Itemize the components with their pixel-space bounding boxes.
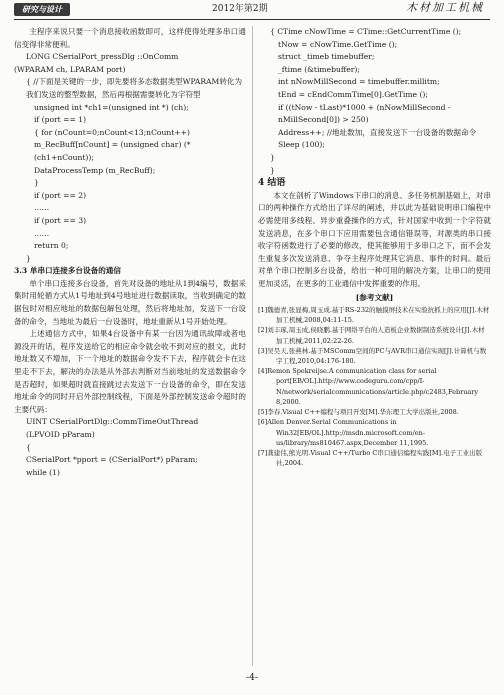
code-line: tEnd = cEndCommTime[0].GetTime (); — [278, 89, 428, 99]
code-line: Sleep (100); — [278, 140, 325, 150]
code-line: int nNowMillSecond = timebuffer.millitm; — [278, 77, 440, 87]
section-heading-4: 4 结语 — [258, 178, 286, 189]
conclusion-paragraph: 本文在剖析了Windows下串口的消息、多任务机制基础上，对串口的两种操作方式给出了详尽的阐述，并以此为基础说明串口编程中必需使用多线程、异步重叠操作的方式，针对国家中收到一个字符就发送消息，在多个串口下应用需要包含通信错误等，对源类的串口接收字符函数进行了必要的修改，使其能够用于多串口之下，而不会发生重复多次发送消息、争夺主程序处理其它消息、事件的时间。最后对单个串口控制多台设备，给出一种可用的解决方案，让串口的使用更加灵活，在更多的工业通信中发挥重要的作用。 — [258, 190, 491, 288]
code-line: } — [270, 165, 275, 175]
reference-item: [5]李春.Visual C++编程与项目开发[M].华东理工大学出版社,2008. — [258, 408, 459, 417]
code-line: { for (nCount=0;nCount<13;nCount++) — [34, 127, 190, 137]
code-line: …… — [34, 228, 50, 238]
code-line: tNow = cNowTime.GetTime (); — [278, 39, 398, 49]
code-line: CSerialPort *pport = (CSerialPort*) pParam; — [26, 455, 198, 465]
section-heading-3-3: 3.3 单串口连接多台设备的通信 — [14, 266, 121, 276]
code-line: while (1) — [26, 467, 60, 477]
body-paragraph: 上述通信方式中，如果4台设备中有某一台因为通讯故障或者电源没开的话，程序发送给它的相应命令就会收不到对应的报文，此时地址数又不增加，下一个地址的数据命令发不下去，程序就会卡在这里走不下去，解决的办法是从外部去判断对当前地址的发送数据命令是否超时，如果超时就直接跳过去发送下一台设备的命令，即在发送地址命令的同时开启外部控制线程，下面是外部控制发送命令超时的主要代码： — [14, 329, 246, 414]
column-divider — [252, 26, 253, 666]
body-paragraph: 单个串口连接多台设备，首先对设备的地址从1到4编号，数据采集时用轮循方式从1号地址到4号地址进行数据读取，当收到确定的数据包时对相应地址的数据包解包处理，然后将地址加，发送下一台设备的命令，当地址为最后一台设备时，地址重新从1号开始处理。 — [14, 278, 246, 326]
intro-paragraph: 主程序来说只要一个消息接收函数即可，这样使得处理多串口通信变得非常便利。 — [14, 27, 246, 49]
reference-item: [3]吴昊天,张燕林.基于MSComm空间的PC与AVR串口通信实现[J].计算机与数字工程,2010,04:176-180. — [258, 346, 487, 366]
right-column — [258, 26, 491, 468]
code-line: _ftime (&timebuffer); — [278, 64, 360, 74]
code-line: if ((tNow - tLast)*1000 + (nNowMillSecond - nMillSecond[0]) > 250) — [278, 102, 451, 125]
page-number: -4- — [246, 673, 258, 684]
references-title: [参考文献] — [355, 293, 394, 303]
references-list — [258, 305, 491, 468]
page-header — [0, 0, 504, 19]
code-line: } — [26, 253, 31, 263]
code-line: { — [26, 442, 31, 452]
journal-name: 木材加工机械 — [406, 1, 484, 14]
code-line: DataProcessTemp (m_RecBuff); — [34, 165, 156, 175]
reference-item: [2]刘丰琢,周玉成,侯晓鹏.基于网络平台的人造板企业数据制造系统设计[J].木材加工机械,2011,02:22-26. — [258, 326, 485, 345]
code-line: unsigned int *ch1=(unsigned int *) (ch); — [34, 102, 189, 112]
code-line: Address++; //地址数加，直接发送下一台设备的数据命令 — [278, 127, 477, 137]
code-line: UINT CSerialPortDlg::CommTimeOutThread — [26, 417, 199, 427]
code-line: struct _timeb timebuffer; — [278, 52, 375, 62]
reference-item: [4]Remon Spekreijse.A communication class for serial port[EB/OL].http://www.codeguru.com/cpp/I-N/network/serialcommunications/article.php/c2483,February 8,2000. — [258, 367, 479, 406]
reference-item: [1]魏德青,张显梅,周玉成.基于RS-232的触摸屏技术在实验抗抓上的应用[J].木材加工机械,2008,04:11-15. — [258, 306, 490, 325]
code-line: m_RecBuff[nCount] = (unsigned char) (*(ch1+nCount)); — [34, 140, 191, 162]
reference-item: [6]Allen Denver.Serial Communications in Win32[EB/OL].http://msdn.microsoft.com/en-us/library/ms810467.aspx,December 11,1995. — [258, 418, 429, 447]
code-line: (LPVOID pParam) — [26, 430, 95, 439]
left-column — [14, 26, 246, 479]
code-line: return 0; — [34, 241, 69, 251]
code-line: if (port == 1) — [34, 115, 87, 125]
code-line: { CTime cNowTime = CTime::GetCurrentTime (); — [270, 27, 462, 36]
code-line: (WPARAM ch, LPARAM port) — [14, 64, 126, 74]
code-line: …… — [34, 203, 50, 213]
reference-item: [7]龚建伟,熊光明.Visual C++/Turbo C串口通信编程实践[M].电子工业出版社,2004. — [258, 448, 483, 468]
code-line: } — [270, 152, 275, 162]
code-line: LONG CSerialPort_pressDlg ::OnComm — [26, 52, 179, 62]
code-line: if (port == 3) — [34, 215, 87, 225]
issue-label: 2012年第2期 — [212, 4, 268, 14]
code-comment: { //下面是关键的一步，即先要将多态数据类型WPARAM转化为我们发送的整型数据，然后再根据需要转化为字符型 — [26, 77, 243, 99]
section-tab: 研究与设计 — [14, 3, 70, 16]
code-line: } — [34, 178, 39, 188]
code-line: if (port == 2) — [34, 190, 87, 200]
header-rule — [14, 19, 490, 20]
